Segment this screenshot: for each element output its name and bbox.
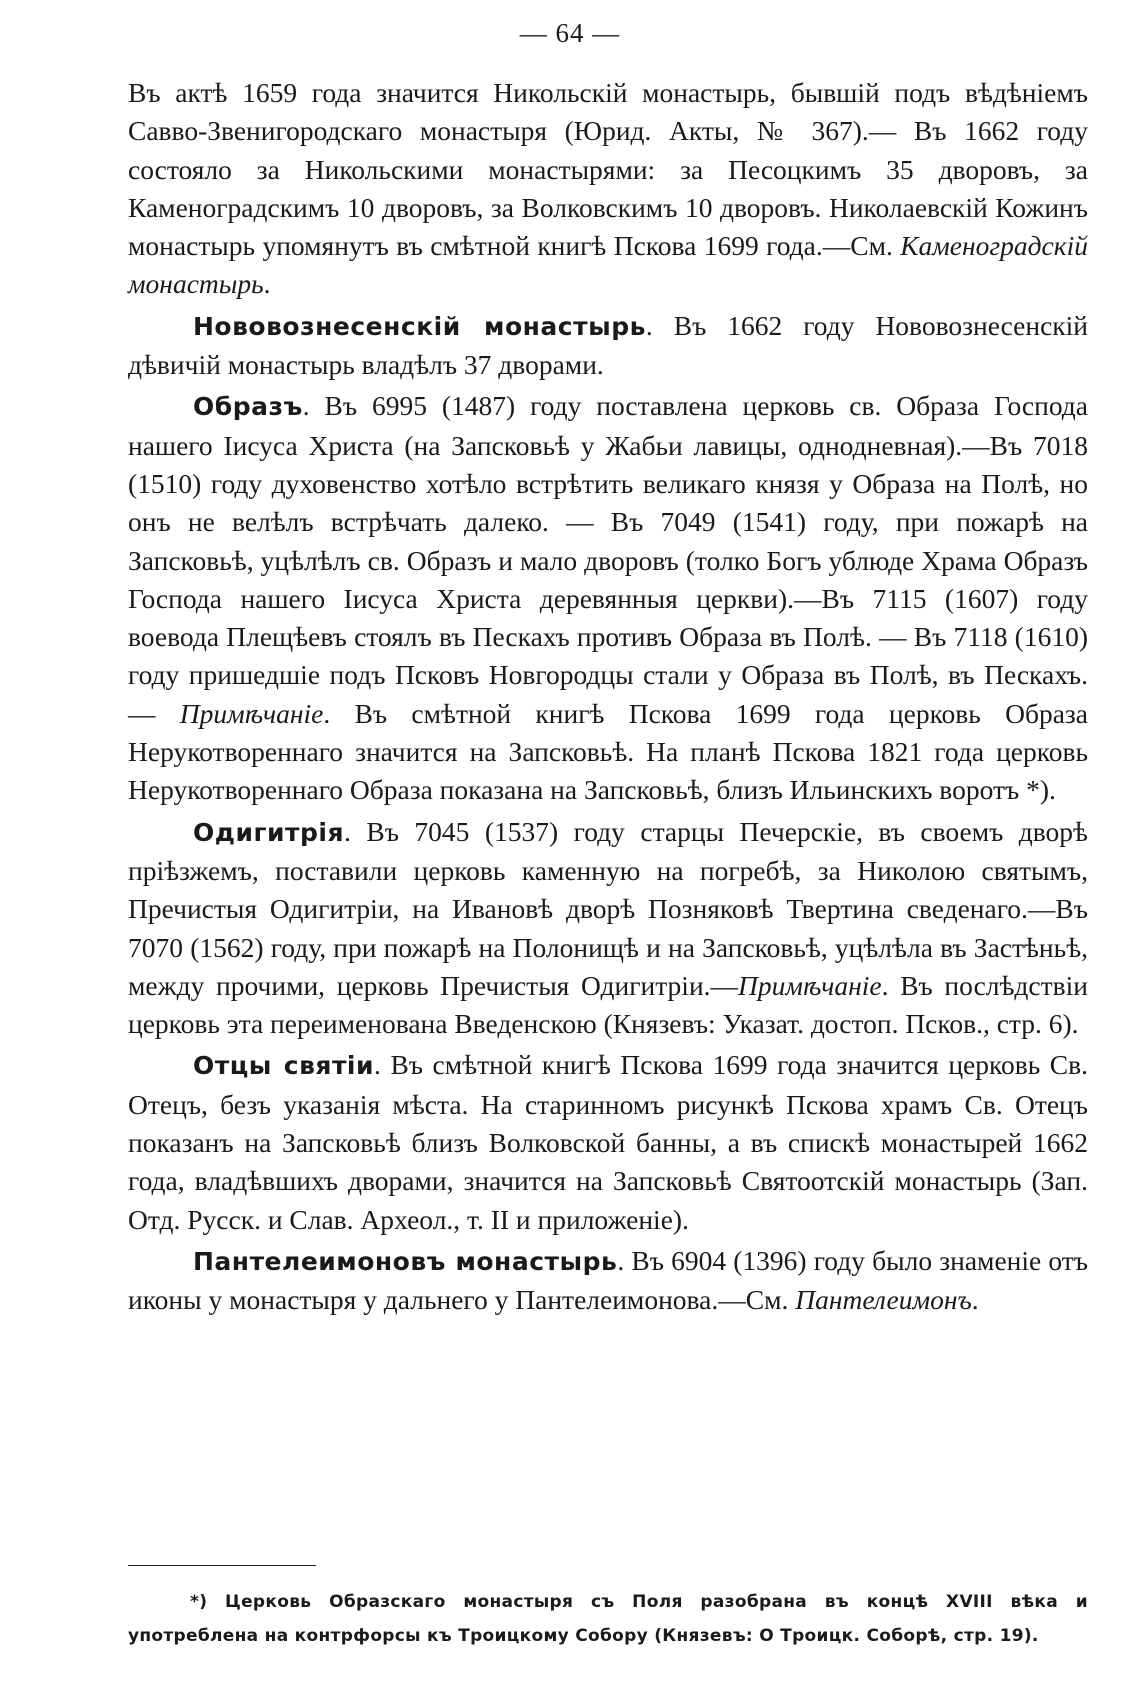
footnote: *) Церковь Образскаго монастыря съ Поля разобрана въ концѣ XVIII вѣка и употреблена на контрфорсы къ Троицкому Собору (Князевъ: О Троицк. Соборѣ, стр. 19). [128,1592,1088,1646]
entry-odigitria [128,813,1088,1044]
entry-text: . Въ смѣтной книгѣ Пскова 1699 года значится церковь Св. Отецъ, безъ указанія мѣста. На старинномъ рисункѣ Пскова храмъ Св. Отецъ показанъ на Запсковьѣ близъ Волковской банны, а въ спискѣ монастырей 1662 года, владѣвшихъ дворами, значится на Запсковьѣ Святоотскій монастырь (Зап. Отд. Русск. и Слав. Археол., т. II и приложеніе). [128,1049,1088,1235]
entry-text: . Въ 6995 (1487) году поставлена церковь св. Образа Господа нашего Іисуса Христа (на Запсковьѣ у Жабьи лавицы, однодневная).—Въ 7018 (1510) году духовенство хотѣло встрѣтить великаго князя у Образа на Полѣ, но онъ не велѣлъ встрѣчать далеко. — Въ 7049 (1541) году, при пожарѣ на Запсковьѣ, уцѣлѣлъ св. Образъ и мало дворовъ (толко Богъ ублюде Храма Образъ Господа нашего Іисуса Христа деревянныя церкви).—Въ 7115 (1607) году воевода Плещѣевъ стоялъ въ Пескахъ противъ Образа въ Полѣ. — Въ 7118 (1610) году пришедшіе подъ Псковъ Новгородцы стали у Образа въ Полѣ, въ Пескахъ. — [128,390,1088,729]
cross-reference-link: Пантелеимонъ [795,1284,972,1316]
entry-heading: Нововознесенскій монастырь [193,311,646,341]
entry-novovoznesensky [128,307,1088,385]
note-label: Примѣчаніе [738,969,882,1001]
entry-text: . Въ 6904 (1396) году было знаменіе отъ иконы у монастыря у дальнего у Пантелеимонова.—См. [128,1244,1088,1316]
footnote-divider [128,1565,316,1566]
entry-obraz [128,387,1088,809]
entry-text: . Въ 7045 (1537) году старцы Печерскіе, въ своемъ дворѣ пріѣзжемъ, поставили церковь каменную на погребѣ, за Николою святымъ, Пречистыя Одигитріи, на Ивановѣ дворѣ Позняковѣ Твертина сведенаго.—Въ 7070 (1562) году, при пожарѣ на Полонищѣ и на Запсковьѣ, уцѣлѣла въ Застѣньѣ, между прочими, церковь Пречистыя Одигитріи.— [128,815,1088,1001]
entry-text: . Въ послѣдствіи церковь эта переименована Введенскою (Князевъ: Указат. достоп. Псков., стр. 6). [128,969,1088,1040]
cross-reference-link: Каменоградскій монастырь [128,230,1088,300]
entry-text: . Въ 1662 году Нововознесенскій дѣвичій монастырь владѣлъ 37 дворами. [128,309,1089,381]
paragraph-nikolsky: Въ актѣ 1659 года значится Никольскій монастырь, бывшій подъ вѣдѣніемъ Савво-Звенигородскаго монастыря (Юрид. Акты, № 367).— Въ 1662 году состояло за Никольскими монастырями: за Песоцкимъ 35 дворовъ, за Каменоградскимъ 10 дворовъ, за Волковскимъ 10 дворовъ. Николаевскій Кожинъ монастырь упомянутъ въ смѣтной книгѣ Пскова 1699 года.—См. Каменоградскій монастырь. [128,77,1088,300]
page-body [128,74,1088,1323]
entry-heading: Одигитрія [193,817,345,847]
entry-panteleimonov: Пантелеимоновъ монастырь. Въ 6904 (1396) году было знаменіе отъ иконы у монастыря у дальнего у Пантелеимонова.—См. Пантелеимонъ. [128,1244,1088,1316]
entry-text: . Въ смѣтной книгѣ Пскова 1699 года церковь Образа Нерукотвореннаго значится на Запсковьѣ. На планѣ Пскова 1821 года церковь Нерукотвореннаго Образа показана на Запсковьѣ, близъ Ильинскихъ воротъ *). [128,697,1088,806]
entry-heading: Пантелеимоновъ монастырь [193,1246,618,1276]
note-label: Примѣчаніе [179,697,324,729]
entry-heading: Отцы святіи [193,1051,375,1081]
page-number: — 64 — [519,18,621,48]
paragraph-text: Въ актѣ 1659 года значится Никольскій монастырь, бывшій подъ вѣдѣніемъ Савво-Звенигородскаго монастыря (Юрид. Акты, № 367).— Въ 1662 году состояло за Никольскими монастырями: за Песоцкимъ 35 дворовъ, за Каменоградскимъ 10 дворовъ, за Волковскимъ 10 дворовъ. Николаевскій Кожинъ монастырь упомянутъ въ смѣтной книгѣ Пскова 1699 года.—См. [128,77,1088,262]
entry-ottsy-svyatii [128,1046,1088,1238]
entry-heading: Образъ [193,392,303,422]
